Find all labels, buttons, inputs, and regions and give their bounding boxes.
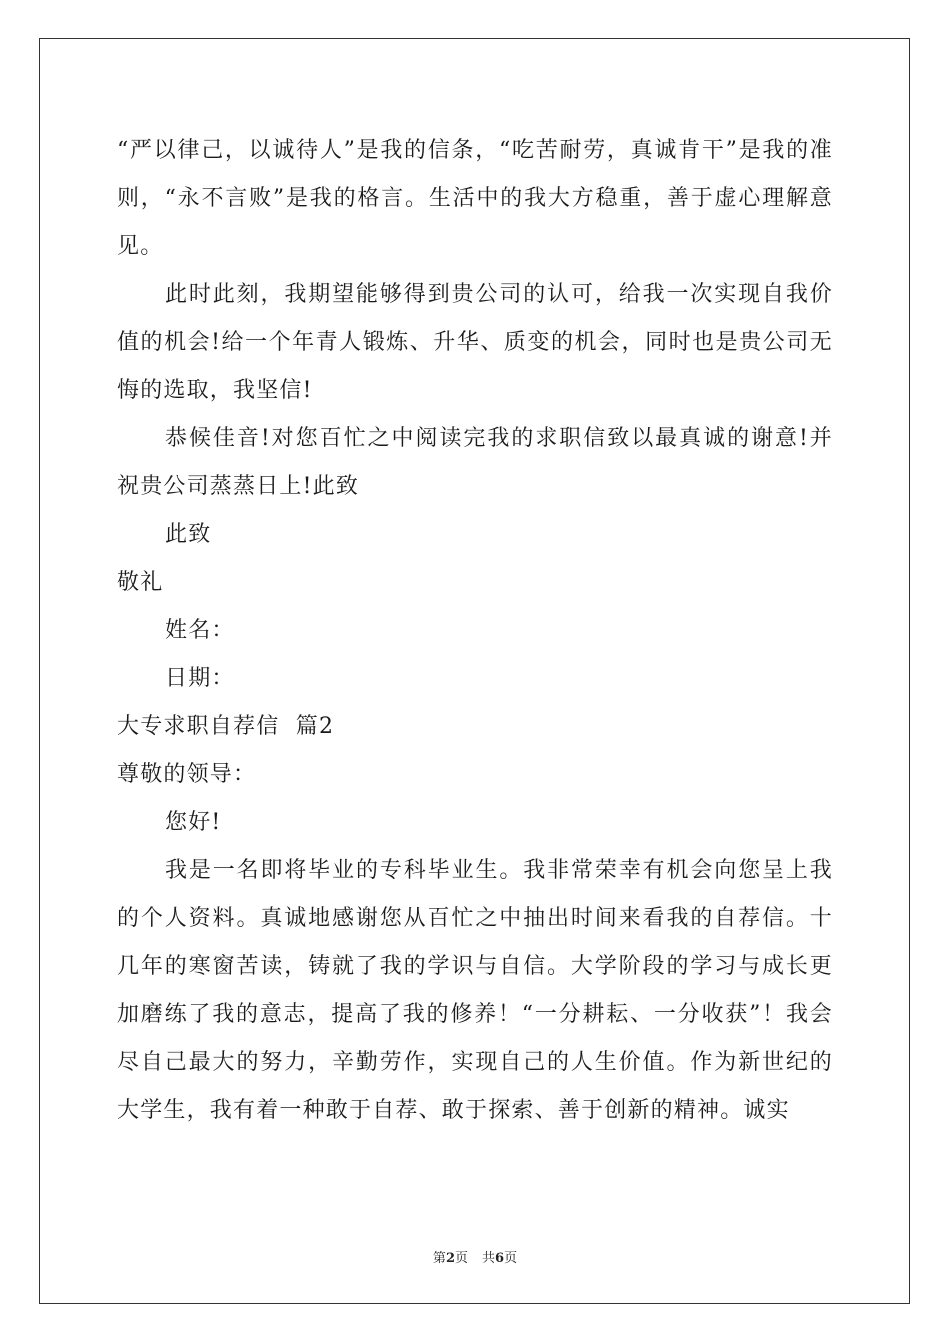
- section-title: 大专求职自荐信 篇2: [117, 714, 335, 739]
- salutation: 尊敬的领导：: [117, 762, 257, 787]
- greeting: 您好!: [165, 810, 222, 835]
- page-number-suffix: 页: [454, 1251, 468, 1266]
- paragraph-expectation: 此时此刻，我期望能够得到贵公司的认可，给我一次实现自我价值的机会!给一个年青人锻炼、升华、质变的机会，同时也是贵公司无悔的选取，我坚信!: [117, 282, 833, 403]
- document-body: [117, 127, 833, 1135]
- signature-date-label: 日期：: [165, 666, 235, 691]
- page-footer: [0, 1247, 950, 1266]
- page-total-prefix: 共: [482, 1251, 496, 1266]
- closing-jingli: 敬礼: [117, 570, 164, 595]
- page-number-prefix: 第: [432, 1251, 446, 1266]
- page-number-total: 6: [495, 1251, 505, 1266]
- paragraph-thanks: 恭候佳音!对您百忙之中阅读完我的求职信致以最真诚的谢意!并祝贵公司蒸蒸日上!此致: [117, 426, 833, 499]
- page-total-suffix: 页: [504, 1251, 518, 1266]
- paragraph-motto: “严以律己，以诚待人”是我的信条，“吃苦耐劳，真诚肯干”是我的准则，“永不言败”是我的格言。生活中的我大方稳重，善于虚心理解意见。: [117, 138, 833, 259]
- paragraph-introduction: 我是一名即将毕业的专科毕业生。我非常荣幸有机会向您呈上我的个人资料。真诚地感谢您从百忙之中抽出时间来看我的自荐信。十几年的寒窗苦读，铸就了我的学识与自信。大学阶段的学习与成长更加磨练了我的意志，提高了我的修养！“一分耕耘、一分收获”！我会尽自己最大的努力，辛勤劳作，实现自己的人生价值。作为新世纪的大学生，我有着一种敢于自荐、敢于探索、善于创新的精神。诚实: [117, 858, 833, 1123]
- signature-name-label: 姓名：: [165, 618, 235, 643]
- paragraph-cizhi: 此致: [165, 522, 212, 547]
- page-number-current: 2: [445, 1251, 455, 1266]
